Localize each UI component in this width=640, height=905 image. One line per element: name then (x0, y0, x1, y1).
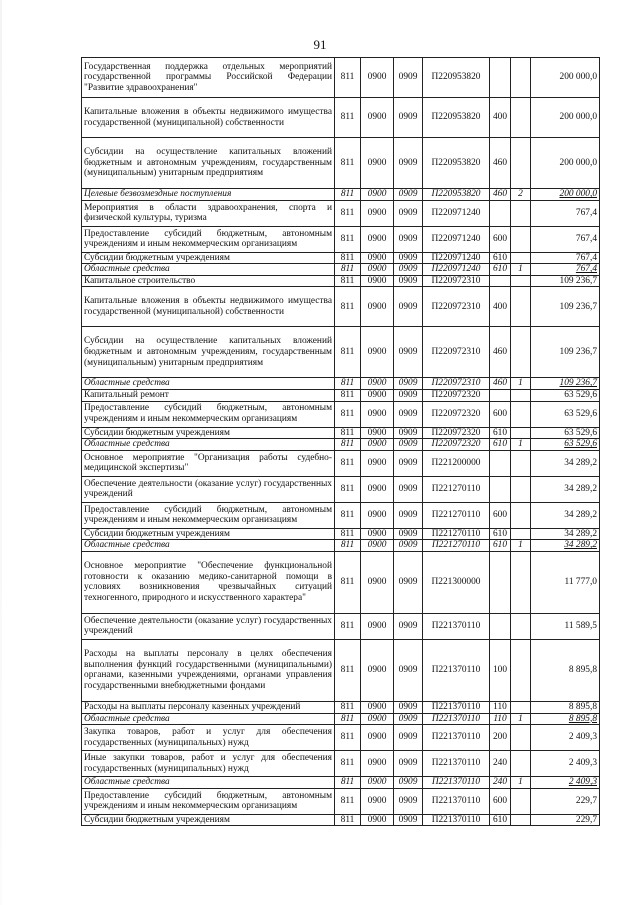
ministry-code: 811 (335, 401, 361, 427)
section-code: 0900 (361, 287, 394, 327)
subsection-code: 0909 (394, 58, 423, 98)
row-description: Целевые безвозмездные поступления (82, 189, 335, 201)
subsection-code: 0909 (394, 502, 423, 528)
funding-source-code (511, 138, 531, 189)
subsection-code: 0909 (394, 287, 423, 327)
amount-value: 767,4 (531, 226, 600, 252)
expense-type-code: 240 (490, 751, 511, 777)
row-description: Областные средства (82, 378, 335, 390)
subsection-code: 0909 (394, 751, 423, 777)
ministry-code: 811 (335, 287, 361, 327)
row-description: Обеспечение деятельности (оказание услуг) государственных учреждений (82, 476, 335, 502)
funding-source-code (511, 788, 531, 814)
funding-source-code (511, 701, 531, 713)
subsection-code: 0909 (394, 639, 423, 701)
subsection-code: 0909 (394, 264, 423, 276)
section-code: 0900 (361, 540, 394, 552)
section-code: 0900 (361, 814, 394, 826)
table-row (82, 551, 600, 613)
table-row (82, 327, 600, 378)
section-code: 0900 (361, 788, 394, 814)
expense-type-code: 610 (490, 814, 511, 826)
table-row (82, 58, 600, 98)
section-code: 0900 (361, 427, 394, 439)
ministry-code: 811 (335, 275, 361, 287)
subsection-code: 0909 (394, 275, 423, 287)
target-article-code: П220972320 (423, 427, 490, 439)
funding-source-code (511, 476, 531, 502)
amount-value: 767,4 (531, 200, 600, 226)
expense-type-code: 400 (490, 287, 511, 327)
funding-source-code (511, 98, 531, 138)
row-description: Капитальные вложения в объекты недвижимого имущества государственной (муниципальной) собственности (82, 287, 335, 327)
subsection-code: 0909 (394, 200, 423, 226)
amount-value: 109 236,7 (531, 378, 600, 390)
amount-value: 34 289,2 (531, 502, 600, 528)
section-code: 0900 (361, 189, 394, 201)
subsection-code: 0909 (394, 476, 423, 502)
ministry-code: 811 (335, 639, 361, 701)
subsection-code: 0909 (394, 189, 423, 201)
row-description: Обеспечение деятельности (оказание услуг) государственных учреждений (82, 613, 335, 639)
ministry-code: 811 (335, 725, 361, 751)
expense-type-code: 110 (490, 713, 511, 725)
ministry-code: 811 (335, 389, 361, 401)
amount-value: 109 236,7 (531, 287, 600, 327)
table-row (82, 814, 600, 826)
row-description: Субсидии бюджетным учреждениям (82, 252, 335, 264)
expense-type-code (490, 389, 511, 401)
row-description: Капитальное строительство (82, 275, 335, 287)
subsection-code: 0909 (394, 713, 423, 725)
subsection-code: 0909 (394, 551, 423, 613)
subsection-code: 0909 (394, 327, 423, 378)
ministry-code: 811 (335, 814, 361, 826)
target-article-code: П221200000 (423, 450, 490, 476)
row-description: Субсидии на осуществление капитальных вложений бюджетным и автономным учреждениям, государственным (муниципальным) унитарным предприятиям (82, 327, 335, 378)
amount-value: 229,7 (531, 788, 600, 814)
section-code: 0900 (361, 476, 394, 502)
table-row (82, 401, 600, 427)
expense-type-code: 600 (490, 226, 511, 252)
expense-type-code (490, 613, 511, 639)
table-row (82, 788, 600, 814)
table-row (82, 613, 600, 639)
row-description: Закупка товаров, работ и услуг для обеспечения государственных (муниципальных) нужд (82, 725, 335, 751)
funding-source-code (511, 639, 531, 701)
expense-type-code (490, 200, 511, 226)
ministry-code: 811 (335, 502, 361, 528)
table-row (82, 725, 600, 751)
section-code: 0900 (361, 252, 394, 264)
target-article-code: П221270110 (423, 528, 490, 540)
section-code: 0900 (361, 713, 394, 725)
ministry-code: 811 (335, 189, 361, 201)
section-code: 0900 (361, 401, 394, 427)
amount-value: 63 529,6 (531, 389, 600, 401)
subsection-code: 0909 (394, 701, 423, 713)
row-description: Областные средства (82, 264, 335, 276)
ministry-code: 811 (335, 777, 361, 789)
expense-type-code: 610 (490, 427, 511, 439)
ministry-code: 811 (335, 98, 361, 138)
target-article-code: П220972320 (423, 401, 490, 427)
subsection-code: 0909 (394, 226, 423, 252)
amount-value: 34 289,2 (531, 476, 600, 502)
target-article-code: П221370110 (423, 777, 490, 789)
amount-value: 34 289,2 (531, 450, 600, 476)
ministry-code: 811 (335, 58, 361, 98)
row-description: Субсидии бюджетным учреждениям (82, 814, 335, 826)
expense-type-code: 600 (490, 788, 511, 814)
amount-value: 200 000,0 (531, 189, 600, 201)
subsection-code: 0909 (394, 252, 423, 264)
ministry-code: 811 (335, 450, 361, 476)
amount-value: 767,4 (531, 264, 600, 276)
ministry-code: 811 (335, 540, 361, 552)
target-article-code: П221370110 (423, 788, 490, 814)
target-article-code: П221370110 (423, 701, 490, 713)
amount-value: 2 409,3 (531, 777, 600, 789)
ministry-code: 811 (335, 439, 361, 451)
row-description: Предоставление субсидий бюджетным, автономным учреждениям и иным некоммерческим организациям (82, 788, 335, 814)
section-code: 0900 (361, 701, 394, 713)
row-description: Основное мероприятие "Организация работы судебно-медицинской экспертизы" (82, 450, 335, 476)
subsection-code: 0909 (394, 725, 423, 751)
subsection-code: 0909 (394, 389, 423, 401)
section-code: 0900 (361, 613, 394, 639)
amount-value: 229,7 (531, 814, 600, 826)
row-description: Предоставление субсидий бюджетным, автономным учреждениям и иным некоммерческим организациям (82, 401, 335, 427)
ministry-code: 811 (335, 138, 361, 189)
ministry-code: 811 (335, 713, 361, 725)
subsection-code: 0909 (394, 427, 423, 439)
subsection-code: 0909 (394, 540, 423, 552)
subsection-code: 0909 (394, 814, 423, 826)
table-row (82, 439, 600, 451)
target-article-code: П220972320 (423, 439, 490, 451)
amount-value: 34 289,2 (531, 528, 600, 540)
table-row (82, 540, 600, 552)
funding-source-code (511, 551, 531, 613)
funding-source-code (511, 751, 531, 777)
row-description: Субсидии бюджетным учреждениям (82, 427, 335, 439)
table-row (82, 502, 600, 528)
section-code: 0900 (361, 751, 394, 777)
ministry-code: 811 (335, 200, 361, 226)
target-article-code: П220972310 (423, 378, 490, 390)
section-code: 0900 (361, 275, 394, 287)
section-code: 0900 (361, 389, 394, 401)
funding-source-code: 1 (511, 777, 531, 789)
expense-type-code: 600 (490, 401, 511, 427)
row-description: Субсидии на осуществление капитальных вложений бюджетным и автономным учреждениям, государственным (муниципальным) унитарным предприятиям (82, 138, 335, 189)
expense-type-code (490, 275, 511, 287)
subsection-code: 0909 (394, 613, 423, 639)
funding-source-code (511, 275, 531, 287)
section-code: 0900 (361, 226, 394, 252)
ministry-code: 811 (335, 528, 361, 540)
amount-value: 63 529,6 (531, 427, 600, 439)
table-row (82, 189, 600, 201)
amount-value: 109 236,7 (531, 327, 600, 378)
section-code: 0900 (361, 528, 394, 540)
target-article-code: П221370110 (423, 613, 490, 639)
funding-source-code: 1 (511, 540, 531, 552)
expense-type-code: 200 (490, 725, 511, 751)
expense-type-code (490, 58, 511, 98)
section-code: 0900 (361, 200, 394, 226)
section-code: 0900 (361, 502, 394, 528)
section-code: 0900 (361, 439, 394, 451)
target-article-code: П220972310 (423, 327, 490, 378)
amount-value: 109 236,7 (531, 275, 600, 287)
target-article-code: П221370110 (423, 751, 490, 777)
target-article-code: П220953820 (423, 98, 490, 138)
subsection-code: 0909 (394, 439, 423, 451)
ministry-code: 811 (335, 327, 361, 378)
expense-type-code: 460 (490, 378, 511, 390)
funding-source-code (511, 502, 531, 528)
subsection-code: 0909 (394, 777, 423, 789)
amount-value: 8 895,8 (531, 713, 600, 725)
target-article-code: П220971240 (423, 200, 490, 226)
table-row (82, 777, 600, 789)
table-row (82, 528, 600, 540)
table-row (82, 226, 600, 252)
section-code: 0900 (361, 378, 394, 390)
funding-source-code (511, 327, 531, 378)
table-row (82, 98, 600, 138)
section-code: 0900 (361, 725, 394, 751)
section-code: 0900 (361, 777, 394, 789)
table-row (82, 713, 600, 725)
expense-type-code (490, 476, 511, 502)
row-description: Капитальные вложения в объекты недвижимого имущества государственной (муниципальной) собственности (82, 98, 335, 138)
row-description: Расходы на выплаты персоналу казенных учреждений (82, 701, 335, 713)
amount-value: 200 000,0 (531, 58, 600, 98)
row-description: Субсидии бюджетным учреждениям (82, 528, 335, 540)
target-article-code: П220971240 (423, 252, 490, 264)
table-row (82, 200, 600, 226)
ministry-code: 811 (335, 226, 361, 252)
expense-type-code: 610 (490, 540, 511, 552)
subsection-code: 0909 (394, 401, 423, 427)
table-row (82, 476, 600, 502)
subsection-code: 0909 (394, 528, 423, 540)
row-description: Капитальный ремонт (82, 389, 335, 401)
table-row (82, 275, 600, 287)
expense-type-code: 600 (490, 502, 511, 528)
funding-source-code: 1 (511, 264, 531, 276)
budget-table (81, 57, 600, 826)
amount-value: 8 895,8 (531, 639, 600, 701)
page-number: 91 (313, 37, 327, 52)
expense-type-code: 460 (490, 138, 511, 189)
funding-source-code (511, 401, 531, 427)
ministry-code: 811 (335, 551, 361, 613)
expense-type-code: 460 (490, 327, 511, 378)
funding-source-code: 1 (511, 378, 531, 390)
funding-source-code (511, 226, 531, 252)
expense-type-code: 400 (490, 98, 511, 138)
target-article-code: П220953820 (423, 189, 490, 201)
row-description: Иные закупки товаров, работ и услуг для обеспечения государственных (муниципальных) нужд (82, 751, 335, 777)
target-article-code: П221270110 (423, 502, 490, 528)
section-code: 0900 (361, 138, 394, 189)
expense-type-code: 610 (490, 528, 511, 540)
row-description: Областные средства (82, 713, 335, 725)
row-description: Расходы на выплаты персоналу в целях обеспечения выполнения функций государственными (муниципальными) органами, казенными учреждениями, органами управления государственными внебюджетными фондами (82, 639, 335, 701)
target-article-code: П220953820 (423, 58, 490, 98)
funding-source-code (511, 252, 531, 264)
row-description: Областные средства (82, 439, 335, 451)
target-article-code: П221270110 (423, 540, 490, 552)
funding-source-code: 1 (511, 713, 531, 725)
funding-source-code (511, 287, 531, 327)
funding-source-code: 2 (511, 189, 531, 201)
amount-value: 2 409,3 (531, 751, 600, 777)
target-article-code: П220953820 (423, 138, 490, 189)
table-row (82, 639, 600, 701)
ministry-code: 811 (335, 264, 361, 276)
row-description: Государственная поддержка отдельных мероприятий государственной программы Российской Федерации "Развитие здравоохранения" (82, 58, 335, 98)
table-row (82, 450, 600, 476)
funding-source-code (511, 427, 531, 439)
target-article-code: П221370110 (423, 639, 490, 701)
subsection-code: 0909 (394, 378, 423, 390)
subsection-code: 0909 (394, 138, 423, 189)
row-description: Предоставление субсидий бюджетным, автономным учреждениям и иным некоммерческим организациям (82, 226, 335, 252)
row-description: Основное мероприятие "Обеспечение функциональной готовности к оказанию медико-санитарной помощи в условиях возникновения чрезвычайных ситуаций техногенного, природного и искусственного характера" (82, 551, 335, 613)
amount-value: 63 529,6 (531, 401, 600, 427)
table-row (82, 701, 600, 713)
funding-source-code (511, 814, 531, 826)
target-article-code: П220972310 (423, 275, 490, 287)
funding-source-code (511, 389, 531, 401)
funding-source-code (511, 200, 531, 226)
expense-type-code: 240 (490, 777, 511, 789)
target-article-code: П220972310 (423, 287, 490, 327)
amount-value: 767,4 (531, 252, 600, 264)
table-row (82, 427, 600, 439)
subsection-code: 0909 (394, 450, 423, 476)
amount-value: 34 289,2 (531, 540, 600, 552)
table-row (82, 751, 600, 777)
table-row (82, 287, 600, 327)
section-code: 0900 (361, 551, 394, 613)
funding-source-code (511, 613, 531, 639)
row-description: Мероприятия в области здравоохранения, спорта и физической культуры, туризма (82, 200, 335, 226)
row-description: Областные средства (82, 777, 335, 789)
expense-type-code: 610 (490, 439, 511, 451)
expense-type-code: 610 (490, 252, 511, 264)
target-article-code: П221370110 (423, 814, 490, 826)
ministry-code: 811 (335, 378, 361, 390)
funding-source-code (511, 528, 531, 540)
funding-source-code (511, 725, 531, 751)
section-code: 0900 (361, 264, 394, 276)
expense-type-code: 610 (490, 264, 511, 276)
ministry-code: 811 (335, 476, 361, 502)
section-code: 0900 (361, 450, 394, 476)
target-article-code: П221300000 (423, 551, 490, 613)
amount-value: 200 000,0 (531, 138, 600, 189)
target-article-code: П221270110 (423, 476, 490, 502)
ministry-code: 811 (335, 613, 361, 639)
row-description: Предоставление субсидий бюджетным, автономным учреждениям и иным некоммерческим организациям (82, 502, 335, 528)
table-row (82, 389, 600, 401)
scan-edge-shadow (0, 0, 2, 905)
ministry-code: 811 (335, 701, 361, 713)
target-article-code: П221370110 (423, 713, 490, 725)
amount-value: 11 777,0 (531, 551, 600, 613)
expense-type-code (490, 450, 511, 476)
expense-type-code: 460 (490, 189, 511, 201)
target-article-code: П220971240 (423, 226, 490, 252)
amount-value: 200 000,0 (531, 98, 600, 138)
subsection-code: 0909 (394, 98, 423, 138)
target-article-code: П221370110 (423, 725, 490, 751)
target-article-code: П220971240 (423, 264, 490, 276)
section-code: 0900 (361, 639, 394, 701)
funding-source-code: 1 (511, 439, 531, 451)
ministry-code: 811 (335, 427, 361, 439)
subsection-code: 0909 (394, 788, 423, 814)
amount-value: 11 589,5 (531, 613, 600, 639)
ministry-code: 811 (335, 751, 361, 777)
amount-value: 2 409,3 (531, 725, 600, 751)
ministry-code: 811 (335, 252, 361, 264)
section-code: 0900 (361, 327, 394, 378)
expense-type-code: 110 (490, 701, 511, 713)
expense-type-code: 100 (490, 639, 511, 701)
table-row (82, 252, 600, 264)
funding-source-code (511, 58, 531, 98)
table-row (82, 264, 600, 276)
row-description: Областные средства (82, 540, 335, 552)
budget-table-body (82, 58, 600, 826)
table-row (82, 378, 600, 390)
expense-type-code (490, 551, 511, 613)
section-code: 0900 (361, 98, 394, 138)
table-row (82, 138, 600, 189)
amount-value: 63 529,6 (531, 439, 600, 451)
funding-source-code (511, 450, 531, 476)
section-code: 0900 (361, 58, 394, 98)
ministry-code: 811 (335, 788, 361, 814)
target-article-code: П220972320 (423, 389, 490, 401)
amount-value: 8 895,8 (531, 701, 600, 713)
